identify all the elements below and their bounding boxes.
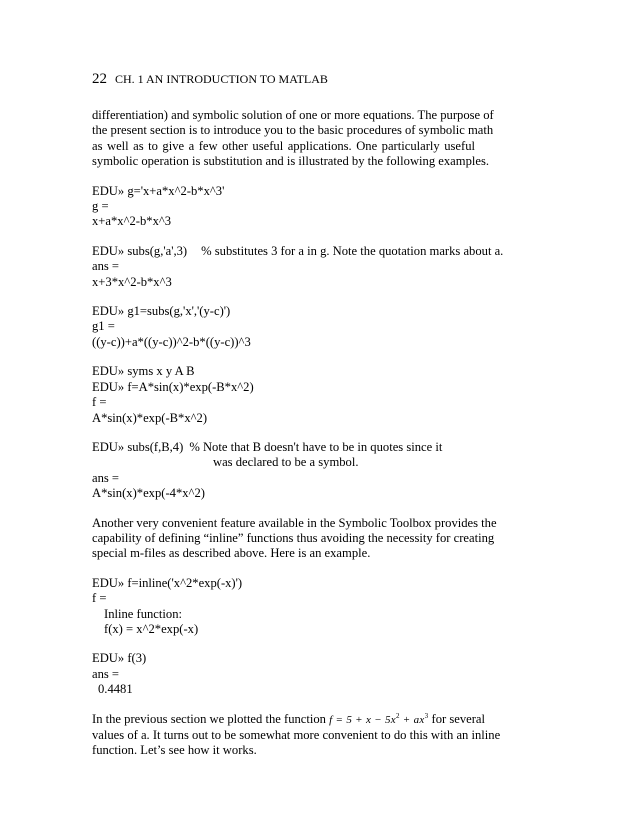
formula-part: = 5 + x − 5x (332, 713, 396, 726)
intro-paragraph (92, 108, 494, 170)
output-value: A*sin(x)*exp(-B*x^2) (92, 410, 208, 425)
running-header (92, 71, 328, 88)
output-value: x+3*x^2-b*x^3 (92, 274, 172, 289)
formula-lhs: f (329, 713, 333, 726)
code-comment-continued: was declared to be a symbol. (213, 455, 359, 470)
command-line (92, 243, 504, 259)
code-example-7 (92, 651, 475, 697)
paragraph-line: the present section is to introduce you to the basic procedures of symbolic math (92, 123, 494, 138)
code-example-1 (92, 184, 475, 230)
command-text: EDU» subs(f,B,4) (92, 439, 184, 454)
output-value: Inline function: (104, 606, 182, 621)
output-label: f = (92, 395, 107, 410)
paragraph-line: symbolic operation is substitution and is illustrated by the following examples. (92, 154, 490, 169)
paragraph-line (92, 711, 486, 728)
page-number: 22 (92, 71, 107, 87)
command-line: EDU» g='x+a*x^2-b*x^3' (92, 183, 225, 198)
paragraph-line: as well as to give a few other useful applications. One particularly useful (92, 138, 475, 153)
output-value: 0.4481 (98, 682, 133, 697)
paragraph-line: function. Let’s see how it works. (92, 743, 257, 758)
paragraph-line: special m-files as described above. Here is an example. (92, 546, 371, 561)
code-example-4 (92, 364, 475, 426)
output-value: A*sin(x)*exp(-4*x^2) (92, 486, 205, 501)
command-line: EDU» f(3) (92, 651, 147, 666)
output-value: f(x) = x^2*exp(-x) (104, 621, 199, 636)
code-example-6 (92, 576, 475, 638)
code-comment: % Note that B doesn't have to be in quotes since it (189, 439, 443, 454)
formula-exponent: 2 (395, 711, 400, 720)
command-text: EDU» subs(g,'a',3) (92, 243, 188, 258)
closing-paragraph (92, 711, 501, 759)
output-value: x+a*x^2-b*x^3 (92, 214, 172, 229)
inline-paragraph (92, 515, 497, 562)
code-example-5 (92, 440, 475, 502)
command-line (92, 440, 475, 455)
paragraph-line: Another very convenient feature available in the Symbolic Toolbox provides the (92, 515, 497, 530)
output-label: g1 = (92, 319, 115, 334)
paragraph-line: differentiation) and symbolic solution of one or more equations. The purpose of (92, 108, 494, 122)
paragraph-line: values of a. It turns out to be somewhat more convenient to do this with an inline (92, 728, 501, 742)
paragraph-line: capability of defining “inline” functions thus avoiding the necessity for creating (92, 530, 495, 545)
formula-exponent: 3 (424, 711, 429, 720)
command-line: EDU» g1=subs(g,'x','(y-c)') (92, 304, 231, 319)
output-value: ((y-c))+a*((y-c))^2-b*((y-c))^3 (92, 334, 251, 349)
math-formula (329, 711, 429, 726)
paragraph-text: for several (431, 711, 486, 726)
code-comment: % substitutes 3 for a in g. Note the quotation marks about a. (201, 243, 504, 258)
page-body (92, 108, 504, 773)
command-line: EDU» f=inline('x^2*exp(-x)') (92, 575, 243, 590)
output-label: ans = (92, 259, 120, 274)
command-line: EDU» f=A*sin(x)*exp(-B*x^2) (92, 379, 254, 394)
running-title: CH. 1 AN INTRODUCTION TO MATLAB (115, 72, 328, 86)
output-label: f = (92, 591, 107, 606)
output-label: g = (92, 199, 109, 214)
formula-part: + ax (399, 713, 425, 726)
output-label: ans = (92, 666, 120, 681)
command-line: EDU» syms x y A B (92, 364, 195, 379)
paragraph-text: In the previous section we plotted the function (92, 711, 326, 726)
output-label: ans = (92, 470, 120, 485)
code-example-3 (92, 304, 475, 350)
code-example-2 (92, 243, 504, 290)
